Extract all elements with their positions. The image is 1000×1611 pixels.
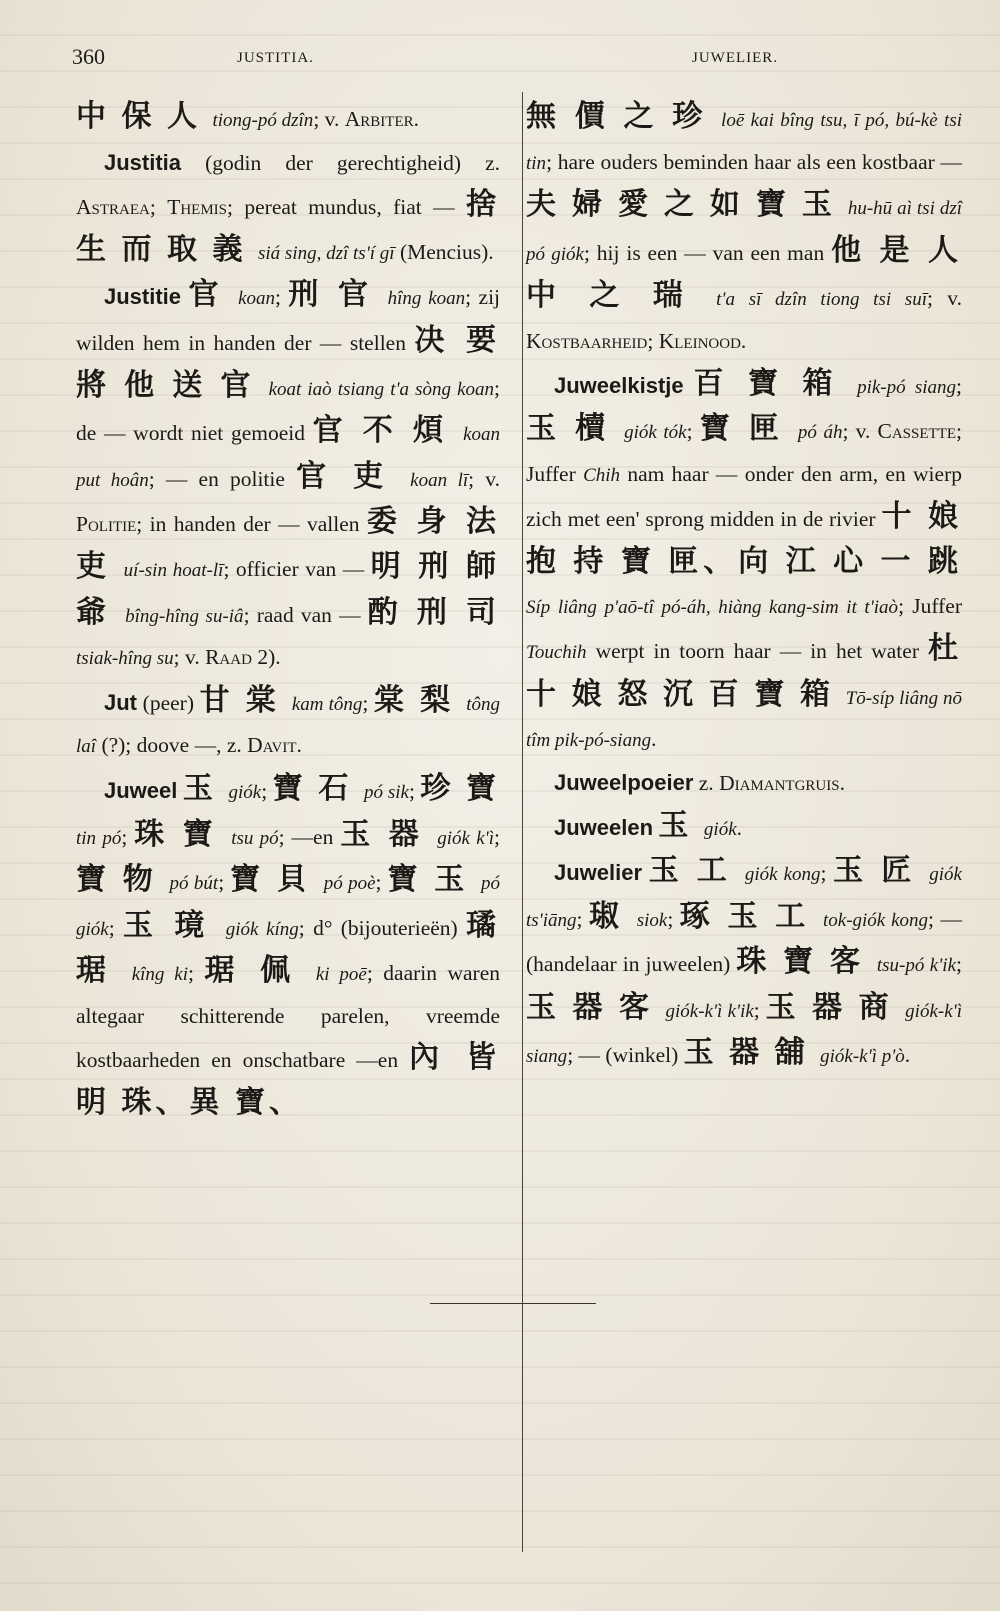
romanization: uí-sin hoat-lī — [123, 559, 224, 581]
chinese-characters: 玉 — [658, 808, 704, 842]
entry-text: ; — (winkel) — [567, 1043, 684, 1068]
entry-text: ; v. — [468, 466, 501, 491]
entry-text: ; — [261, 778, 273, 803]
entry-text: ; — [149, 195, 168, 220]
entry-text: ; — [494, 824, 500, 849]
entry-text: . — [413, 107, 420, 131]
romanization: kam tông — [291, 693, 363, 715]
romanization: giók tók — [624, 422, 687, 444]
headword: Juwelier — [554, 860, 643, 886]
romanization: hu-hū aì tsi dzî pó giók — [526, 198, 963, 265]
chinese-characters: 酌 刑 司 — [367, 595, 501, 629]
entry-text: . — [839, 770, 845, 795]
chinese-characters: 杜 十 娘 怒 沉 百 寶 箱 — [526, 632, 962, 711]
chinese-characters: 玉 器 商 — [765, 990, 906, 1024]
entry-text: ; v. — [173, 645, 206, 670]
romanization: Chih — [583, 464, 621, 486]
bottom-rule — [430, 1303, 596, 1304]
entry-text: (peer) — [137, 690, 200, 715]
dictionary-entry — [76, 680, 500, 768]
entry-text: ; daarin waren altegaar schitterende parelen, vreemde kostbaarheden en onschatbare —en — [76, 961, 501, 1073]
entry-text: (?); doove —, z. — [96, 733, 248, 758]
romanization: giók-k'ì k'ik — [665, 1000, 754, 1022]
entry-text: ; Juffer — [898, 593, 962, 618]
entry-text: ; hare ouders beminden haar als een kostbaar — — [546, 149, 962, 174]
dictionary-entry — [526, 762, 962, 805]
cross-reference: Cassette — [877, 419, 957, 444]
right-column — [526, 96, 962, 1078]
headword: Juweelkistje — [554, 372, 684, 398]
entry-text: ; — [362, 690, 375, 715]
entry-text: ; — [275, 285, 289, 310]
romanization: pó bút — [169, 873, 219, 895]
romanization: tin pó — [76, 827, 122, 849]
entry-text: . — [296, 733, 302, 758]
entry-text: ; — [375, 870, 388, 895]
dictionary-entry — [526, 363, 962, 762]
entry-text: ; raad van — — [243, 602, 368, 627]
chinese-characters: 寶 石 — [272, 771, 364, 805]
chinese-characters: 玉 — [182, 771, 229, 805]
romanization: t'a sī dzîn tiong tsi suī — [716, 289, 927, 311]
entry-text: ; hij is een — van een man — [583, 240, 832, 265]
romanization: giók — [228, 781, 262, 803]
romanization: hîng koan — [387, 288, 466, 310]
romanization: Síp liâng p'aō-tî pó-áh, hiàng kang-sim it t'iaò — [526, 596, 899, 618]
cross-reference: Diamantgruis — [719, 770, 840, 795]
dictionary-entry — [526, 805, 962, 851]
entry-text: ; pereat mundus, fiat — — [227, 195, 466, 220]
column-divider — [522, 92, 523, 1552]
entry-text: ; d° (bijouterieën) — [298, 915, 467, 940]
chinese-characters: 十 娘 抱 持 寶 匣、向 江 心 一 跳 — [526, 500, 962, 578]
dictionary-entry — [76, 142, 500, 275]
entry-text: ; officier van — — [223, 556, 371, 581]
romanization: siá sing, dzî ts'í gī — [258, 242, 395, 264]
chinese-characters: 官 不 煩 — [312, 414, 464, 448]
romanization: koan put hoân — [76, 424, 500, 491]
romanization: giók-k'ì siang — [526, 1000, 962, 1068]
chinese-characters: 寶 貝 — [230, 863, 324, 897]
entry-text: ; — [820, 861, 834, 886]
entry-text: ; — [667, 906, 680, 931]
entry-text: . — [740, 328, 747, 353]
romanization: giók-k'ì p'ò — [820, 1046, 905, 1068]
chinese-characters: 寶 匣 — [699, 412, 798, 446]
entry-text: . — [904, 1043, 911, 1068]
chinese-characters: 玉 器 — [340, 817, 438, 851]
chinese-characters: 捨 生 而 取 義 — [76, 188, 500, 266]
romanization: siok — [636, 909, 668, 931]
dictionary-entry — [526, 850, 962, 1078]
cross-reference: Kostbaarheid — [526, 328, 648, 353]
entry-text: ; in handen der — vallen — [136, 512, 367, 537]
chinese-characters: 玉 器 舖 — [683, 1036, 821, 1070]
romanization: Tō-síp liâng nō tîm pik-pó-siang — [526, 687, 962, 752]
chinese-characters: 玉 櫝 — [526, 412, 625, 446]
headword: Juweelpoeier — [554, 769, 694, 795]
chinese-characters: 官 吏 — [296, 459, 411, 493]
entry-text: ; — [647, 328, 659, 353]
chinese-characters: 玉 工 — [648, 854, 745, 888]
entry-text: ; — [121, 824, 135, 849]
entry-text: ; — (handelaar in juweelen) — [526, 906, 963, 977]
chinese-characters: 决 要 將 他 送 官 — [76, 323, 501, 402]
cross-reference: Davit — [247, 733, 297, 758]
chinese-characters: 甘 棠 — [199, 683, 292, 717]
headword: Justitie — [104, 284, 182, 310]
cross-reference: Kleinood — [658, 328, 741, 353]
entry-text: . — [651, 727, 657, 752]
chinese-characters: 璚 琚 — [76, 908, 501, 988]
romanization: pó áh — [797, 422, 843, 444]
romanization: tok-giók kong — [822, 909, 929, 931]
romanization: giók ts'iāng — [526, 864, 962, 931]
entry-text: (Mencius). — [394, 239, 494, 264]
chinese-characters: 珠 寶 客 — [736, 945, 877, 979]
entry-text: ; —en — [278, 824, 341, 849]
romanization: ki poē — [315, 964, 367, 986]
entry-text: ; — [408, 778, 421, 803]
chinese-characters: 寶 玉 — [387, 863, 481, 897]
chinese-characters: 棠 梨 — [374, 683, 467, 717]
romanization: tông laî — [76, 693, 500, 758]
entry-text: ; v. — [313, 107, 345, 131]
headword: Justitia — [104, 149, 182, 175]
entry-text: ; — [187, 961, 205, 986]
romanization: koan lī — [410, 469, 469, 491]
cross-reference: Astraea — [76, 195, 150, 220]
entry-text: ; — [108, 915, 123, 940]
entry-text: ; — [686, 419, 700, 444]
entry-text: (godin der gerechtigheid) z. — [181, 150, 500, 175]
chinese-characters: 官 — [188, 278, 239, 312]
romanization: giók k'ì — [437, 827, 495, 849]
chinese-characters: 中 保 人 — [76, 100, 213, 133]
cross-reference: Arbiter — [344, 107, 414, 131]
entry-text: werpt in toorn haar — in het water — [586, 639, 928, 664]
chinese-characters: 刑 官 — [288, 278, 388, 312]
romanization: kîng ki — [131, 964, 188, 986]
headword: Jut — [104, 689, 137, 715]
romanization: giók kíng — [225, 918, 299, 940]
entry-text: nam haar — onder den arm, en wierp zich met een' sprong midden in de rivier — [526, 461, 962, 532]
left-running-head: JUSTITIA. — [237, 50, 314, 66]
dictionary-entry — [76, 768, 500, 1127]
chinese-characters: 寶 物 — [76, 863, 170, 897]
romanization: loē kai bîng tsu, ī pó, bú-kè tsi tin — [526, 110, 963, 174]
dictionary-entry — [76, 274, 500, 679]
chinese-characters: 他 是 人 中 之 瑞 — [526, 233, 962, 313]
romanization: pó sik — [364, 781, 409, 803]
romanization: bîng-hîng su-iâ — [125, 605, 244, 627]
chinese-characters: 無 價 之 珍 — [526, 100, 722, 133]
chinese-characters: 夫 婦 愛 之 如 寶 玉 — [526, 188, 848, 222]
chinese-characters: 內 皆 明 珠、異 寶、 — [76, 1041, 500, 1120]
entry-text: 2). — [251, 645, 281, 670]
chinese-characters: 玉 匠 — [833, 854, 930, 888]
romanization: giók — [703, 818, 737, 840]
dictionary-entry — [76, 96, 500, 142]
chinese-characters: 玉 璄 — [123, 908, 226, 942]
running-header — [72, 44, 962, 70]
right-running-head: JUWELIER. — [692, 50, 779, 66]
romanization: pó giók — [76, 873, 500, 940]
romanization: pik-pó siang — [857, 376, 957, 398]
headword: Juweelen — [554, 814, 654, 840]
chinese-characters: 百 寶 箱 — [693, 366, 858, 400]
entry-text: ; zij wilden hem in handen der — stellen — [76, 285, 501, 355]
chinese-characters: 玉 器 客 — [526, 990, 666, 1024]
left-column — [76, 96, 500, 1127]
dictionary-entry — [526, 96, 962, 363]
romanization: tsu-pó k'ik — [876, 955, 957, 977]
entry-text — [642, 861, 649, 885]
romanization: tsiak-hîng su — [76, 648, 174, 670]
chinese-characters: 琢 玉 工 — [679, 899, 823, 933]
romanization: koat iaò tsiang t'a sòng koan — [268, 378, 495, 400]
chinese-characters: 明 刑 師 爺 — [76, 549, 501, 629]
romanization: tsu pó — [231, 827, 279, 849]
chinese-characters: 珍 寶 — [420, 771, 501, 805]
romanization: Touchih — [526, 642, 587, 664]
chinese-characters: 珠 寶 — [134, 817, 232, 851]
entry-text: . — [736, 815, 743, 840]
entry-text: ; Juffer — [526, 419, 962, 486]
entry-text: ; — en politie — [148, 466, 297, 491]
romanization: pó poè — [323, 873, 376, 895]
cross-reference: Raad — [205, 645, 252, 670]
cross-reference: Politie — [76, 512, 137, 537]
chinese-characters: 琚 佩 — [204, 954, 316, 988]
entry-text: ; — [956, 952, 962, 977]
entry-text — [684, 374, 694, 398]
entry-text: ; v. — [926, 286, 963, 311]
entry-text: ; — [753, 997, 766, 1022]
entry-text: ; — [956, 373, 963, 398]
entry-text: z. — [693, 770, 720, 795]
chinese-characters: 琡 — [588, 899, 637, 933]
entry-text: ; — [576, 906, 589, 931]
headword: Juweel — [104, 777, 178, 803]
entry-text: ; — [218, 870, 231, 895]
cross-reference: Themis — [167, 195, 228, 220]
entry-text: ; de — wordt niet gemoeid — [76, 375, 501, 446]
romanization: tiong-pó dzîn — [212, 110, 314, 131]
romanization: koan — [238, 288, 276, 310]
page-number: 360 — [72, 44, 105, 69]
chinese-characters: 委 身 法 吏 — [76, 505, 500, 583]
romanization: giók kong — [744, 864, 821, 886]
entry-text: ; v. — [842, 419, 878, 444]
